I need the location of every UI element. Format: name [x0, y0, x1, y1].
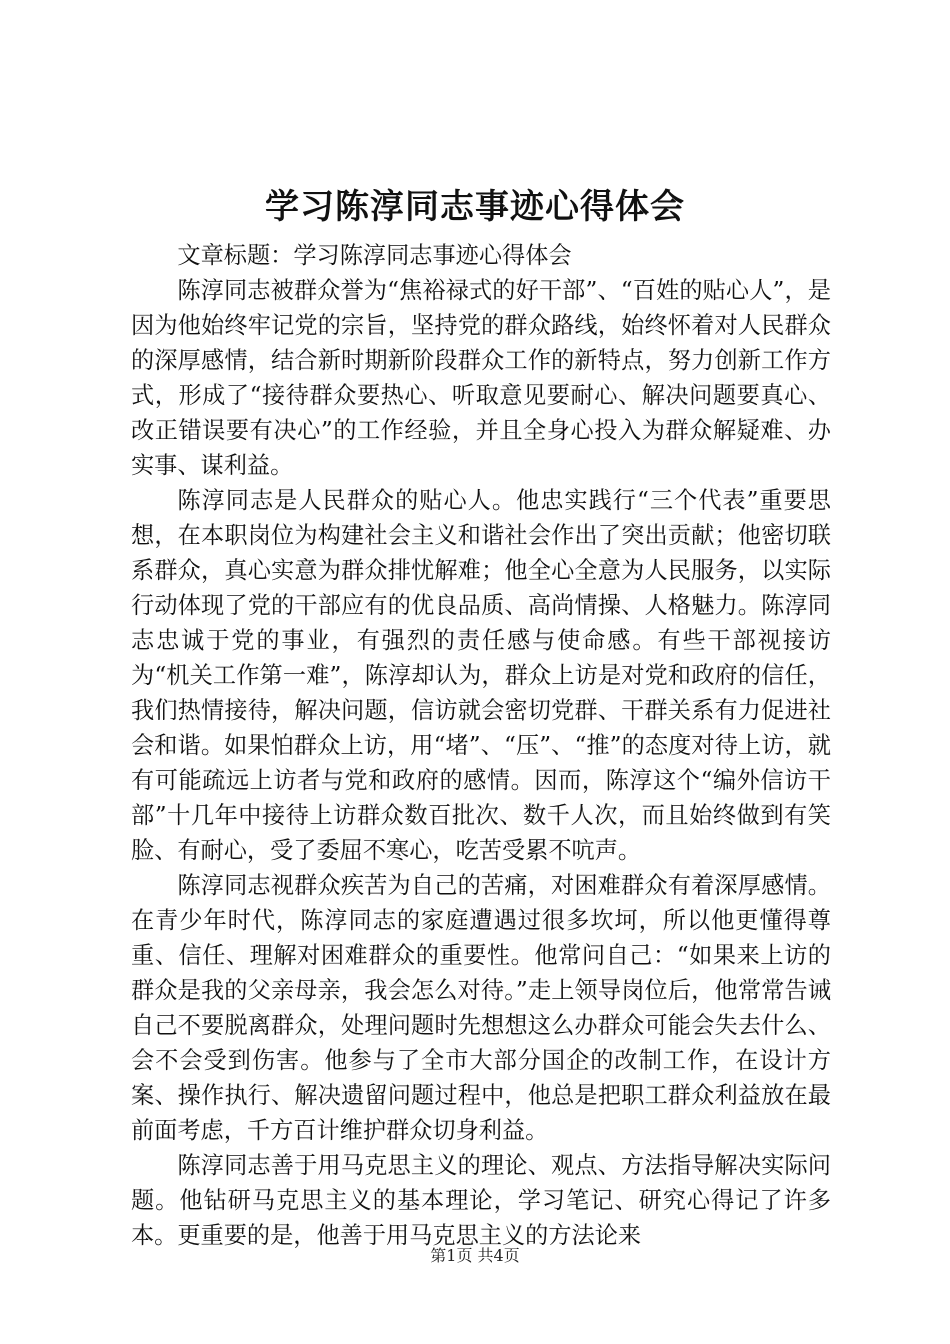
page-number-footer: 第1页 共4页 — [430, 1246, 520, 1265]
document-body — [131, 238, 831, 1253]
document-title: 学习陈淳同志事迹心得体会 — [265, 187, 685, 227]
body-paragraph-3: 陈淳同志视群众疾苦为自己的苦痛，对困难群众有着深厚感情。在青少年时代，陈淳同志的家庭遭遇过很多坎坷，所以他更懂得尊重、信任、理解对困难群众的重要性。他常问自己：“如果来上访的群众是我的父亲母亲，我会怎么对待。”走上领导岗位后，他常常告诫自己不要脱离群众，处理问题时先想想这么办群众可能会失去什么、会不会受到伤害。他参与了全市大部分国企的改制工作，在设计方案、操作执行、解决遗留问题过程中，他总是把职工群众利益放在最前面考虑，千方百计维护群众切身利益。 — [131, 872, 831, 1144]
body-paragraph-2: 陈淳同志是人民群众的贴心人。他忠实践行“三个代表”重要思想，在本职岗位为构建社会主义和谐社会作出了突出贡献；他密切联系群众，真心实意为群众排忧解难；他全心全意为人民服务，以实际行动体现了党的干部应有的优良品质、高尚情操、人格魅力。陈淳同志忠诚于党的事业，有强烈的责任感与使命感。有些干部视接访为“机关工作第一难”，陈淳却认为，群众上访是对党和政府的信任，我们热情接待，解决问题，信访就会密切党群、干群关系有力促进社会和谐。如果怕群众上访，用“堵”、“压”、“推”的态度对待上访，就有可能疏远上访者与党和政府的感情。因而，陈淳这个“编外信访干部”十几年中接待上访群众数百批次、数千人次，而且始终做到有笑脸、有耐心，受了委屈不寒心，吃苦受累不吭声。 — [131, 487, 831, 864]
body-paragraph-4: 陈淳同志善于用马克思主义的理论、观点、方法指导解决实际问题。他钻研马克思主义的基本理论，学习笔记、研究心得记了许多本。更重要的是，他善于用马克思主义的方法论来 — [131, 1152, 831, 1249]
article-title-line: 文章标题：学习陈淳同志事迹心得体会 — [177, 242, 572, 269]
body-paragraph-1: 陈淳同志被群众誉为“焦裕禄式的好干部”、“百姓的贴心人”，是因为他始终牢记党的宗旨，坚持党的群众路线，始终怀着对人民群众的深厚感情，结合新时期新阶段群众工作的新特点，努力创新工作方式，形成了“接待群众要热心、听取意见要耐心、解决问题要真心、改正错误要有决心”的工作经验，并且全身心投入为群众解疑难、办实事、谋利益。 — [131, 277, 831, 479]
